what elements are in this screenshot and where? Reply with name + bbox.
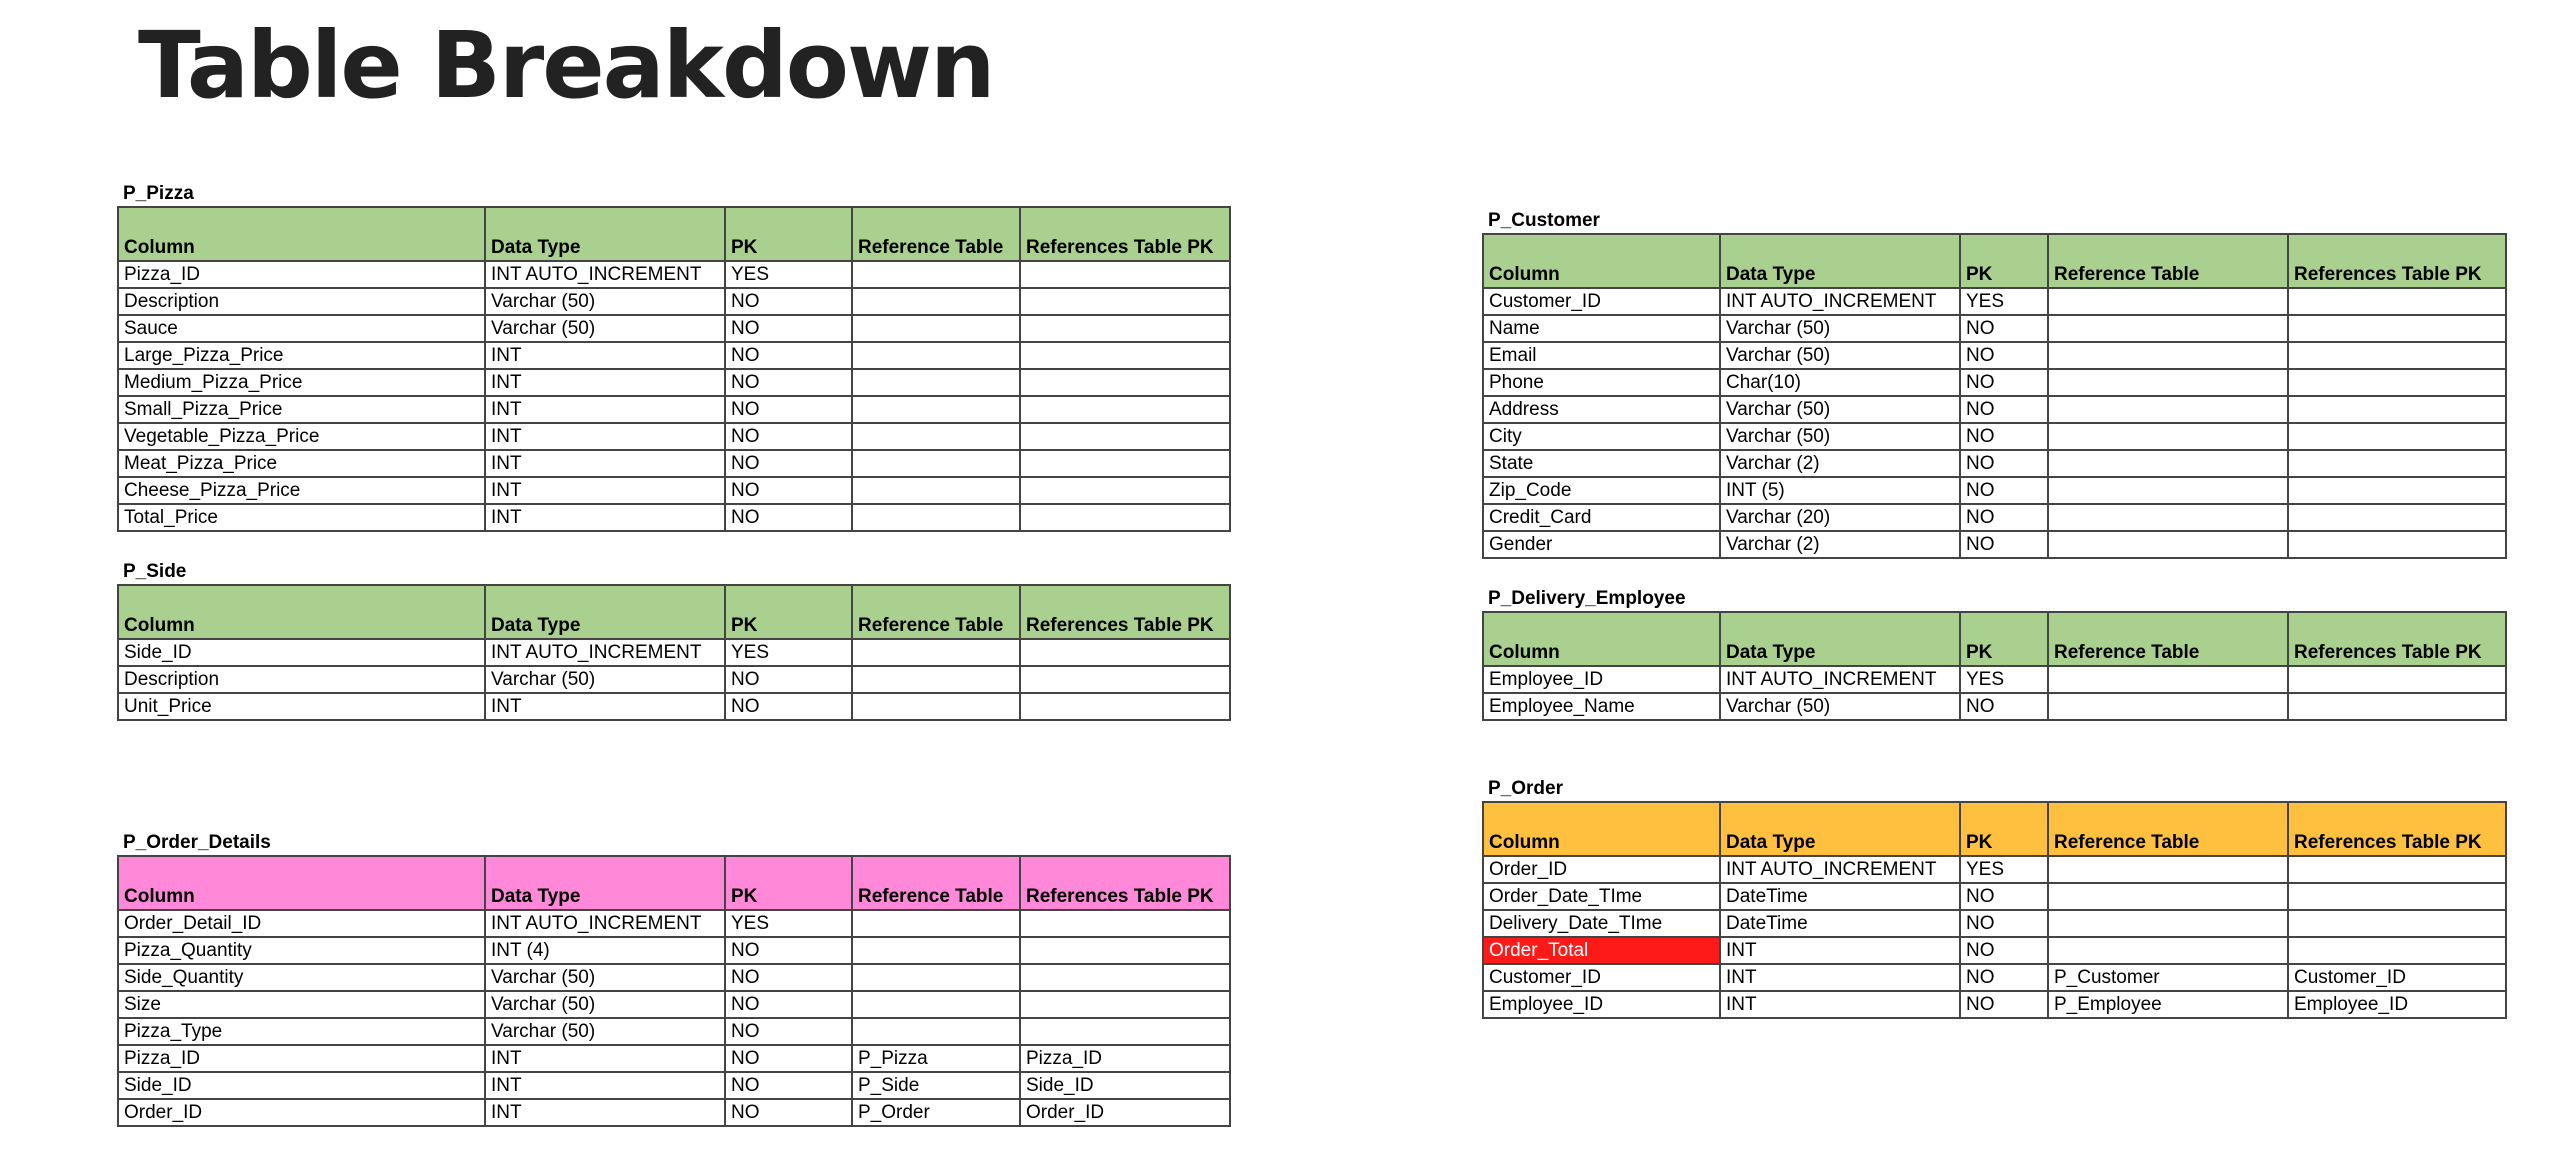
table-row [118, 396, 1230, 423]
cell-data-type: INT AUTO_INCREMENT [1720, 288, 1960, 315]
cell-data-type: Char(10) [1720, 369, 1960, 396]
cell-pk: NO [1960, 910, 2048, 937]
table-row [118, 423, 1230, 450]
cell-references-table-pk [1020, 288, 1230, 315]
cell-references-table-pk [2288, 423, 2506, 450]
cell-reference-table [2048, 369, 2288, 396]
cell-column: Zip_Code [1483, 477, 1720, 504]
table-p-pizza [117, 182, 1231, 532]
table-p-delivery-employee [1482, 587, 2507, 721]
cell-column: Email [1483, 342, 1720, 369]
table-row [1483, 937, 2506, 964]
table-row [118, 288, 1230, 315]
cell-reference-table [2048, 531, 2288, 558]
cell-reference-table [2048, 342, 2288, 369]
cell-data-type: INT [1720, 991, 1960, 1018]
header-reference-table: Reference Table [852, 585, 1020, 639]
cell-pk: NO [1960, 423, 2048, 450]
cell-reference-table [852, 396, 1020, 423]
cell-column: Pizza_Type [118, 1018, 485, 1045]
table-row [1483, 666, 2506, 693]
cell-data-type: Varchar (50) [1720, 342, 1960, 369]
table-row [118, 991, 1230, 1018]
table-name: P_Order_Details [123, 832, 271, 853]
header-references-table-pk: References Table PK [1020, 856, 1230, 910]
cell-data-type: Varchar (50) [1720, 396, 1960, 423]
cell-references-table-pk [1020, 1018, 1230, 1045]
cell-reference-table [852, 693, 1020, 720]
cell-data-type: INT AUTO_INCREMENT [1720, 856, 1960, 883]
cell-reference-table [2048, 450, 2288, 477]
cell-column: Delivery_Date_TIme [1483, 910, 1720, 937]
cell-data-type: INT [1720, 964, 1960, 991]
table-row [118, 1045, 1230, 1072]
header-data-type: Data Type [485, 207, 725, 261]
cell-reference-table [852, 639, 1020, 666]
cell-data-type: INT (4) [485, 937, 725, 964]
header-reference-table: Reference Table [2048, 234, 2288, 288]
header-reference-table: Reference Table [2048, 802, 2288, 856]
cell-references-table-pk [2288, 342, 2506, 369]
cell-column: Order_ID [1483, 856, 1720, 883]
cell-data-type: INT AUTO_INCREMENT [1720, 666, 1960, 693]
cell-reference-table [852, 504, 1020, 531]
schema-table [117, 855, 1231, 1127]
cell-column: Customer_ID [1483, 288, 1720, 315]
cell-reference-table [852, 937, 1020, 964]
cell-references-table-pk [2288, 531, 2506, 558]
cell-references-table-pk [1020, 342, 1230, 369]
cell-reference-table: P_Customer [2048, 964, 2288, 991]
cell-references-table-pk [2288, 450, 2506, 477]
header-data-type: Data Type [485, 856, 725, 910]
table-name: P_Pizza [123, 183, 194, 204]
header-row [118, 856, 1230, 910]
schema-table [117, 584, 1231, 721]
header-column: Column [118, 585, 485, 639]
cell-references-table-pk [2288, 288, 2506, 315]
cell-pk: NO [1960, 991, 2048, 1018]
cell-references-table-pk [2288, 937, 2506, 964]
table-name: P_Customer [1488, 210, 1600, 231]
cell-column: Employee_ID [1483, 991, 1720, 1018]
header-column: Column [118, 207, 485, 261]
cell-pk: NO [725, 1072, 852, 1099]
cell-data-type: DateTime [1720, 910, 1960, 937]
header-data-type: Data Type [1720, 234, 1960, 288]
cell-pk: NO [725, 666, 852, 693]
cell-reference-table [852, 964, 1020, 991]
cell-column: Cheese_Pizza_Price [118, 477, 485, 504]
cell-column: Order_ID [118, 1099, 485, 1126]
cell-pk: YES [1960, 856, 2048, 883]
cell-reference-table [2048, 477, 2288, 504]
header-pk: PK [725, 585, 852, 639]
cell-data-type: INT [485, 693, 725, 720]
table-row [1483, 423, 2506, 450]
header-references-table-pk: References Table PK [1020, 585, 1230, 639]
cell-column: Total_Price [118, 504, 485, 531]
cell-data-type: Varchar (50) [485, 315, 725, 342]
table-row [118, 1099, 1230, 1126]
cell-reference-table: P_Order [852, 1099, 1020, 1126]
header-data-type: Data Type [485, 585, 725, 639]
cell-references-table-pk [1020, 261, 1230, 288]
cell-pk: NO [725, 1045, 852, 1072]
table-row [118, 1072, 1230, 1099]
cell-references-table-pk: Employee_ID [2288, 991, 2506, 1018]
cell-pk: NO [725, 991, 852, 1018]
header-data-type: Data Type [1720, 802, 1960, 856]
header-column: Column [1483, 234, 1720, 288]
cell-pk: NO [725, 288, 852, 315]
cell-data-type: INT [485, 1099, 725, 1126]
cell-reference-table [852, 288, 1020, 315]
cell-data-type: INT [485, 1072, 725, 1099]
cell-pk: NO [725, 450, 852, 477]
cell-pk: NO [725, 964, 852, 991]
cell-column: Description [118, 666, 485, 693]
cell-pk: NO [725, 369, 852, 396]
cell-data-type: INT [485, 504, 725, 531]
cell-references-table-pk: Side_ID [1020, 1072, 1230, 1099]
cell-column: Medium_Pizza_Price [118, 369, 485, 396]
cell-pk: NO [1960, 964, 2048, 991]
cell-reference-table [852, 342, 1020, 369]
cell-references-table-pk [1020, 369, 1230, 396]
cell-data-type: INT AUTO_INCREMENT [485, 261, 725, 288]
cell-column: Pizza_Quantity [118, 937, 485, 964]
cell-pk: NO [725, 1018, 852, 1045]
cell-references-table-pk [2288, 504, 2506, 531]
header-pk: PK [725, 207, 852, 261]
table-row [118, 315, 1230, 342]
table-name: P_Side [123, 561, 187, 582]
cell-column: Size [118, 991, 485, 1018]
cell-references-table-pk [1020, 693, 1230, 720]
table-row [1483, 856, 2506, 883]
cell-column: Pizza_ID [118, 1045, 485, 1072]
table-row [118, 342, 1230, 369]
cell-pk: NO [1960, 342, 2048, 369]
table-row [1483, 964, 2506, 991]
cell-reference-table [852, 261, 1020, 288]
cell-column: Large_Pizza_Price [118, 342, 485, 369]
cell-reference-table [852, 450, 1020, 477]
cell-column: Order_Date_TIme [1483, 883, 1720, 910]
cell-pk: NO [725, 342, 852, 369]
table-row [118, 450, 1230, 477]
table-row [118, 693, 1230, 720]
cell-references-table-pk [2288, 883, 2506, 910]
cell-reference-table [852, 369, 1020, 396]
page-title: Table Breakdown [138, 12, 994, 119]
table-row [118, 261, 1230, 288]
table-row [1483, 315, 2506, 342]
cell-column: Employee_Name [1483, 693, 1720, 720]
cell-references-table-pk: Order_ID [1020, 1099, 1230, 1126]
table-row [1483, 504, 2506, 531]
header-pk: PK [1960, 612, 2048, 666]
cell-references-table-pk [1020, 504, 1230, 531]
cell-column: Employee_ID [1483, 666, 1720, 693]
cell-reference-table: P_Pizza [852, 1045, 1020, 1072]
cell-data-type: Varchar (50) [485, 1018, 725, 1045]
table-row [118, 477, 1230, 504]
cell-reference-table [2048, 315, 2288, 342]
table-row [118, 666, 1230, 693]
schema-table [117, 206, 1231, 532]
cell-data-type: INT [1720, 937, 1960, 964]
cell-column: Vegetable_Pizza_Price [118, 423, 485, 450]
cell-pk: YES [1960, 666, 2048, 693]
cell-column: Description [118, 288, 485, 315]
cell-column: Side_ID [118, 1072, 485, 1099]
cell-reference-table [2048, 288, 2288, 315]
header-column: Column [118, 856, 485, 910]
cell-column: Name [1483, 315, 1720, 342]
cell-pk: YES [725, 639, 852, 666]
cell-data-type: INT [485, 423, 725, 450]
cell-column: Sauce [118, 315, 485, 342]
cell-data-type: Varchar (50) [485, 991, 725, 1018]
header-references-table-pk: References Table PK [2288, 612, 2506, 666]
cell-references-table-pk [1020, 991, 1230, 1018]
table-row [1483, 396, 2506, 423]
table-row [118, 504, 1230, 531]
cell-reference-table [2048, 666, 2288, 693]
cell-pk: NO [1960, 477, 2048, 504]
cell-pk: NO [1960, 883, 2048, 910]
cell-column: Meat_Pizza_Price [118, 450, 485, 477]
cell-references-table-pk [2288, 856, 2506, 883]
cell-data-type: Varchar (20) [1720, 504, 1960, 531]
table-row [118, 639, 1230, 666]
cell-data-type: INT [485, 369, 725, 396]
table-p-order-details [117, 831, 1231, 1127]
cell-reference-table: P_Employee [2048, 991, 2288, 1018]
cell-reference-table [852, 991, 1020, 1018]
table-row [118, 1018, 1230, 1045]
cell-data-type: INT [485, 396, 725, 423]
cell-column: Phone [1483, 369, 1720, 396]
cell-reference-table [2048, 883, 2288, 910]
cell-references-table-pk: Customer_ID [2288, 964, 2506, 991]
table-row [118, 369, 1230, 396]
cell-reference-table [852, 666, 1020, 693]
cell-references-table-pk [1020, 666, 1230, 693]
header-references-table-pk: References Table PK [1020, 207, 1230, 261]
table-row [1483, 369, 2506, 396]
cell-pk: NO [725, 477, 852, 504]
cell-reference-table [852, 1018, 1020, 1045]
table-name: P_Delivery_Employee [1488, 588, 1686, 609]
table-row [1483, 910, 2506, 937]
cell-pk: NO [1960, 937, 2048, 964]
header-row [1483, 234, 2506, 288]
table-row [1483, 450, 2506, 477]
header-reference-table: Reference Table [2048, 612, 2288, 666]
cell-references-table-pk [1020, 937, 1230, 964]
table-row [118, 964, 1230, 991]
cell-data-type: INT AUTO_INCREMENT [485, 910, 725, 937]
cell-column: Gender [1483, 531, 1720, 558]
cell-reference-table [852, 910, 1020, 937]
cell-data-type: Varchar (2) [1720, 531, 1960, 558]
table-row [1483, 531, 2506, 558]
cell-column: Address [1483, 396, 1720, 423]
cell-column: Credit_Card [1483, 504, 1720, 531]
cell-references-table-pk [1020, 910, 1230, 937]
table-row [118, 937, 1230, 964]
header-references-table-pk: References Table PK [2288, 234, 2506, 288]
header-reference-table: Reference Table [852, 856, 1020, 910]
cell-pk: NO [1960, 504, 2048, 531]
cell-data-type: DateTime [1720, 883, 1960, 910]
cell-pk: NO [1960, 369, 2048, 396]
cell-data-type: Varchar (50) [1720, 693, 1960, 720]
header-column: Column [1483, 802, 1720, 856]
cell-column: City [1483, 423, 1720, 450]
cell-pk: NO [725, 1099, 852, 1126]
cell-reference-table [2048, 396, 2288, 423]
cell-data-type: Varchar (50) [485, 666, 725, 693]
schema-table [1482, 611, 2507, 721]
header-row [1483, 802, 2506, 856]
table-row [1483, 693, 2506, 720]
cell-references-table-pk [1020, 315, 1230, 342]
cell-data-type: INT AUTO_INCREMENT [485, 639, 725, 666]
cell-pk: NO [725, 396, 852, 423]
table-p-side [117, 560, 1231, 721]
header-row [118, 585, 1230, 639]
table-row [1483, 883, 2506, 910]
cell-pk: NO [1960, 315, 2048, 342]
cell-pk: YES [725, 261, 852, 288]
cell-data-type: Varchar (50) [1720, 315, 1960, 342]
cell-references-table-pk [1020, 964, 1230, 991]
schema-table [1482, 233, 2507, 559]
cell-references-table-pk [2288, 477, 2506, 504]
cell-references-table-pk [2288, 315, 2506, 342]
cell-reference-table: P_Side [852, 1072, 1020, 1099]
cell-column: State [1483, 450, 1720, 477]
header-data-type: Data Type [1720, 612, 1960, 666]
table-row [1483, 288, 2506, 315]
cell-column: Unit_Price [118, 693, 485, 720]
table-p-order [1482, 777, 2507, 1019]
cell-data-type: Varchar (50) [1720, 423, 1960, 450]
cell-reference-table [852, 315, 1020, 342]
table-row [118, 910, 1230, 937]
header-column: Column [1483, 612, 1720, 666]
cell-pk: YES [1960, 288, 2048, 315]
cell-data-type: Varchar (50) [485, 964, 725, 991]
cell-references-table-pk [1020, 477, 1230, 504]
schema-table [1482, 801, 2507, 1019]
cell-data-type: Varchar (2) [1720, 450, 1960, 477]
header-row [118, 207, 1230, 261]
cell-reference-table [852, 423, 1020, 450]
header-row [1483, 612, 2506, 666]
cell-data-type: INT (5) [1720, 477, 1960, 504]
cell-pk: NO [725, 423, 852, 450]
header-pk: PK [1960, 234, 2048, 288]
table-row [1483, 991, 2506, 1018]
cell-data-type: INT [485, 450, 725, 477]
cell-pk: NO [725, 693, 852, 720]
cell-pk: NO [1960, 531, 2048, 558]
cell-reference-table [2048, 504, 2288, 531]
cell-reference-table [2048, 937, 2288, 964]
cell-reference-table [2048, 693, 2288, 720]
cell-data-type: INT [485, 342, 725, 369]
header-pk: PK [1960, 802, 2048, 856]
cell-column: Order_Detail_ID [118, 910, 485, 937]
cell-references-table-pk [1020, 450, 1230, 477]
cell-references-table-pk: Pizza_ID [1020, 1045, 1230, 1072]
cell-column: Side_Quantity [118, 964, 485, 991]
header-references-table-pk: References Table PK [2288, 802, 2506, 856]
cell-column: Customer_ID [1483, 964, 1720, 991]
cell-pk: NO [1960, 450, 2048, 477]
cell-data-type: INT [485, 477, 725, 504]
cell-pk: YES [725, 910, 852, 937]
cell-pk: NO [725, 315, 852, 342]
cell-references-table-pk [1020, 423, 1230, 450]
table-row [1483, 477, 2506, 504]
cell-references-table-pk [2288, 369, 2506, 396]
cell-column: Side_ID [118, 639, 485, 666]
cell-column: Small_Pizza_Price [118, 396, 485, 423]
cell-reference-table [2048, 423, 2288, 450]
cell-column: Order_Total [1483, 937, 1720, 964]
cell-pk: NO [1960, 396, 2048, 423]
cell-references-table-pk [2288, 910, 2506, 937]
cell-references-table-pk [2288, 666, 2506, 693]
cell-references-table-pk [1020, 396, 1230, 423]
cell-reference-table [2048, 856, 2288, 883]
table-p-customer [1482, 209, 2507, 559]
table-row [1483, 342, 2506, 369]
header-reference-table: Reference Table [852, 207, 1020, 261]
cell-references-table-pk [2288, 693, 2506, 720]
cell-pk: NO [725, 504, 852, 531]
header-pk: PK [725, 856, 852, 910]
cell-pk: NO [1960, 693, 2048, 720]
cell-reference-table [2048, 910, 2288, 937]
cell-data-type: Varchar (50) [485, 288, 725, 315]
cell-column: Pizza_ID [118, 261, 485, 288]
table-name: P_Order [1488, 778, 1563, 799]
cell-data-type: INT [485, 1045, 725, 1072]
cell-references-table-pk [1020, 639, 1230, 666]
cell-references-table-pk [2288, 396, 2506, 423]
cell-reference-table [852, 477, 1020, 504]
cell-pk: NO [725, 937, 852, 964]
